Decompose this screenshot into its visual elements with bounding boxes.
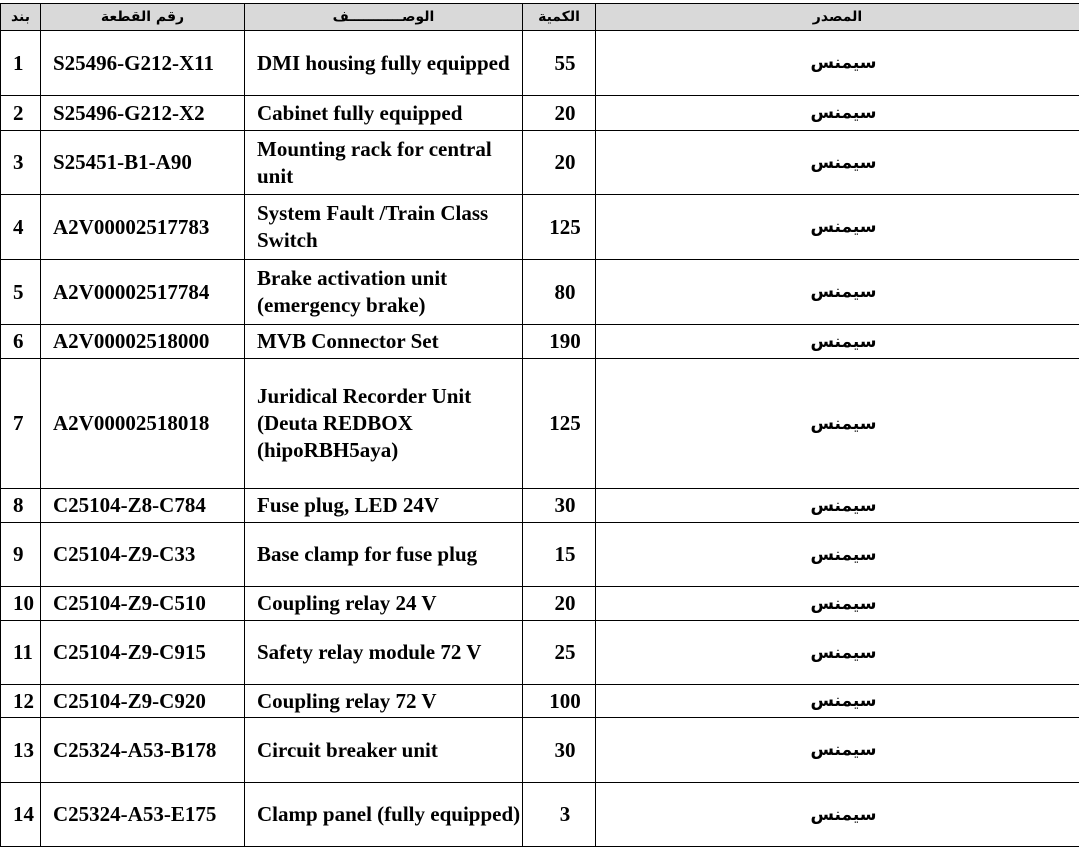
table-row — [1, 621, 1079, 685]
description: DMI housing fully equipped — [245, 31, 523, 96]
part-number: A2V00002517783 — [41, 195, 245, 260]
quantity: 55 — [523, 31, 596, 96]
row-number: 12 — [1, 685, 41, 718]
row-number: 6 — [1, 325, 41, 359]
part-number: S25451-B1-A90 — [41, 131, 245, 195]
header-part-number: رقم القطعة — [41, 4, 245, 31]
row-number: 1 — [1, 31, 41, 96]
table-row — [1, 359, 1079, 489]
part-number: S25496-G212-X11 — [41, 31, 245, 96]
description: Brake activation unit (emergency brake) — [245, 260, 523, 325]
table-row — [1, 489, 1079, 523]
source: سيمنس — [596, 260, 1079, 325]
part-number: C25324-A53-B178 — [41, 718, 245, 783]
row-number: 10 — [1, 587, 41, 621]
part-number: C25104-Z9-C33 — [41, 523, 245, 587]
table-row — [1, 260, 1079, 325]
source: سيمنس — [596, 685, 1079, 718]
row-number: 13 — [1, 718, 41, 783]
row-number: 14 — [1, 783, 41, 847]
table-row — [1, 96, 1079, 131]
quantity: 25 — [523, 621, 596, 685]
parts-table — [0, 3, 1079, 847]
header-source: المصدر — [596, 4, 1079, 31]
table-row — [1, 783, 1079, 847]
header-quantity: الكمية — [523, 4, 596, 31]
row-number: 5 — [1, 260, 41, 325]
source: سيمنس — [596, 718, 1079, 783]
part-number: A2V00002517784 — [41, 260, 245, 325]
source: سيمنس — [596, 325, 1079, 359]
description: System Fault /Train Class Switch — [245, 195, 523, 260]
part-number: C25104-Z9-C510 — [41, 587, 245, 621]
quantity: 3 — [523, 783, 596, 847]
quantity: 125 — [523, 195, 596, 260]
source: سيمنس — [596, 131, 1079, 195]
description: Circuit breaker unit — [245, 718, 523, 783]
row-number: 4 — [1, 195, 41, 260]
description: Fuse plug, LED 24V — [245, 489, 523, 523]
part-number: S25496-G212-X2 — [41, 96, 245, 131]
quantity: 30 — [523, 718, 596, 783]
quantity: 20 — [523, 587, 596, 621]
quantity: 190 — [523, 325, 596, 359]
description: Safety relay module 72 V — [245, 621, 523, 685]
table-row — [1, 31, 1079, 96]
part-number: C25324-A53-E175 — [41, 783, 245, 847]
description: Coupling relay 72 V — [245, 685, 523, 718]
row-number: 7 — [1, 359, 41, 489]
row-number: 2 — [1, 96, 41, 131]
table-row — [1, 131, 1079, 195]
description: MVB Connector Set — [245, 325, 523, 359]
source: سيمنس — [596, 587, 1079, 621]
source: سيمنس — [596, 96, 1079, 131]
quantity: 20 — [523, 96, 596, 131]
row-number: 9 — [1, 523, 41, 587]
header-row — [1, 4, 1079, 31]
quantity: 125 — [523, 359, 596, 489]
quantity: 100 — [523, 685, 596, 718]
description: Coupling relay 24 V — [245, 587, 523, 621]
source: سيمنس — [596, 195, 1079, 260]
quantity: 15 — [523, 523, 596, 587]
table-row — [1, 325, 1079, 359]
header-description: الوصـــــــــــف — [245, 4, 523, 31]
source: سيمنس — [596, 359, 1079, 489]
description: Base clamp for fuse plug — [245, 523, 523, 587]
description: Cabinet fully equipped — [245, 96, 523, 131]
table-row — [1, 523, 1079, 587]
description: Clamp panel (fully equipped) — [245, 783, 523, 847]
table-row — [1, 685, 1079, 718]
part-number: C25104-Z9-C915 — [41, 621, 245, 685]
quantity: 30 — [523, 489, 596, 523]
source: سيمنس — [596, 489, 1079, 523]
part-number: C25104-Z8-C784 — [41, 489, 245, 523]
source: سيمنس — [596, 783, 1079, 847]
quantity: 80 — [523, 260, 596, 325]
quantity: 20 — [523, 131, 596, 195]
part-number: A2V00002518000 — [41, 325, 245, 359]
table-row — [1, 718, 1079, 783]
row-number: 3 — [1, 131, 41, 195]
part-number: C25104-Z9-C920 — [41, 685, 245, 718]
row-number: 11 — [1, 621, 41, 685]
source: سيمنس — [596, 31, 1079, 96]
source: سيمنس — [596, 621, 1079, 685]
part-number: A2V00002518018 — [41, 359, 245, 489]
table-row — [1, 587, 1079, 621]
header-num: بند — [1, 4, 41, 31]
table-row — [1, 195, 1079, 260]
row-number: 8 — [1, 489, 41, 523]
description: Mounting rack for central unit — [245, 131, 523, 195]
description: Juridical Recorder Unit (Deuta REDBOX (hipoRBH5aya) — [245, 359, 523, 489]
source: سيمنس — [596, 523, 1079, 587]
